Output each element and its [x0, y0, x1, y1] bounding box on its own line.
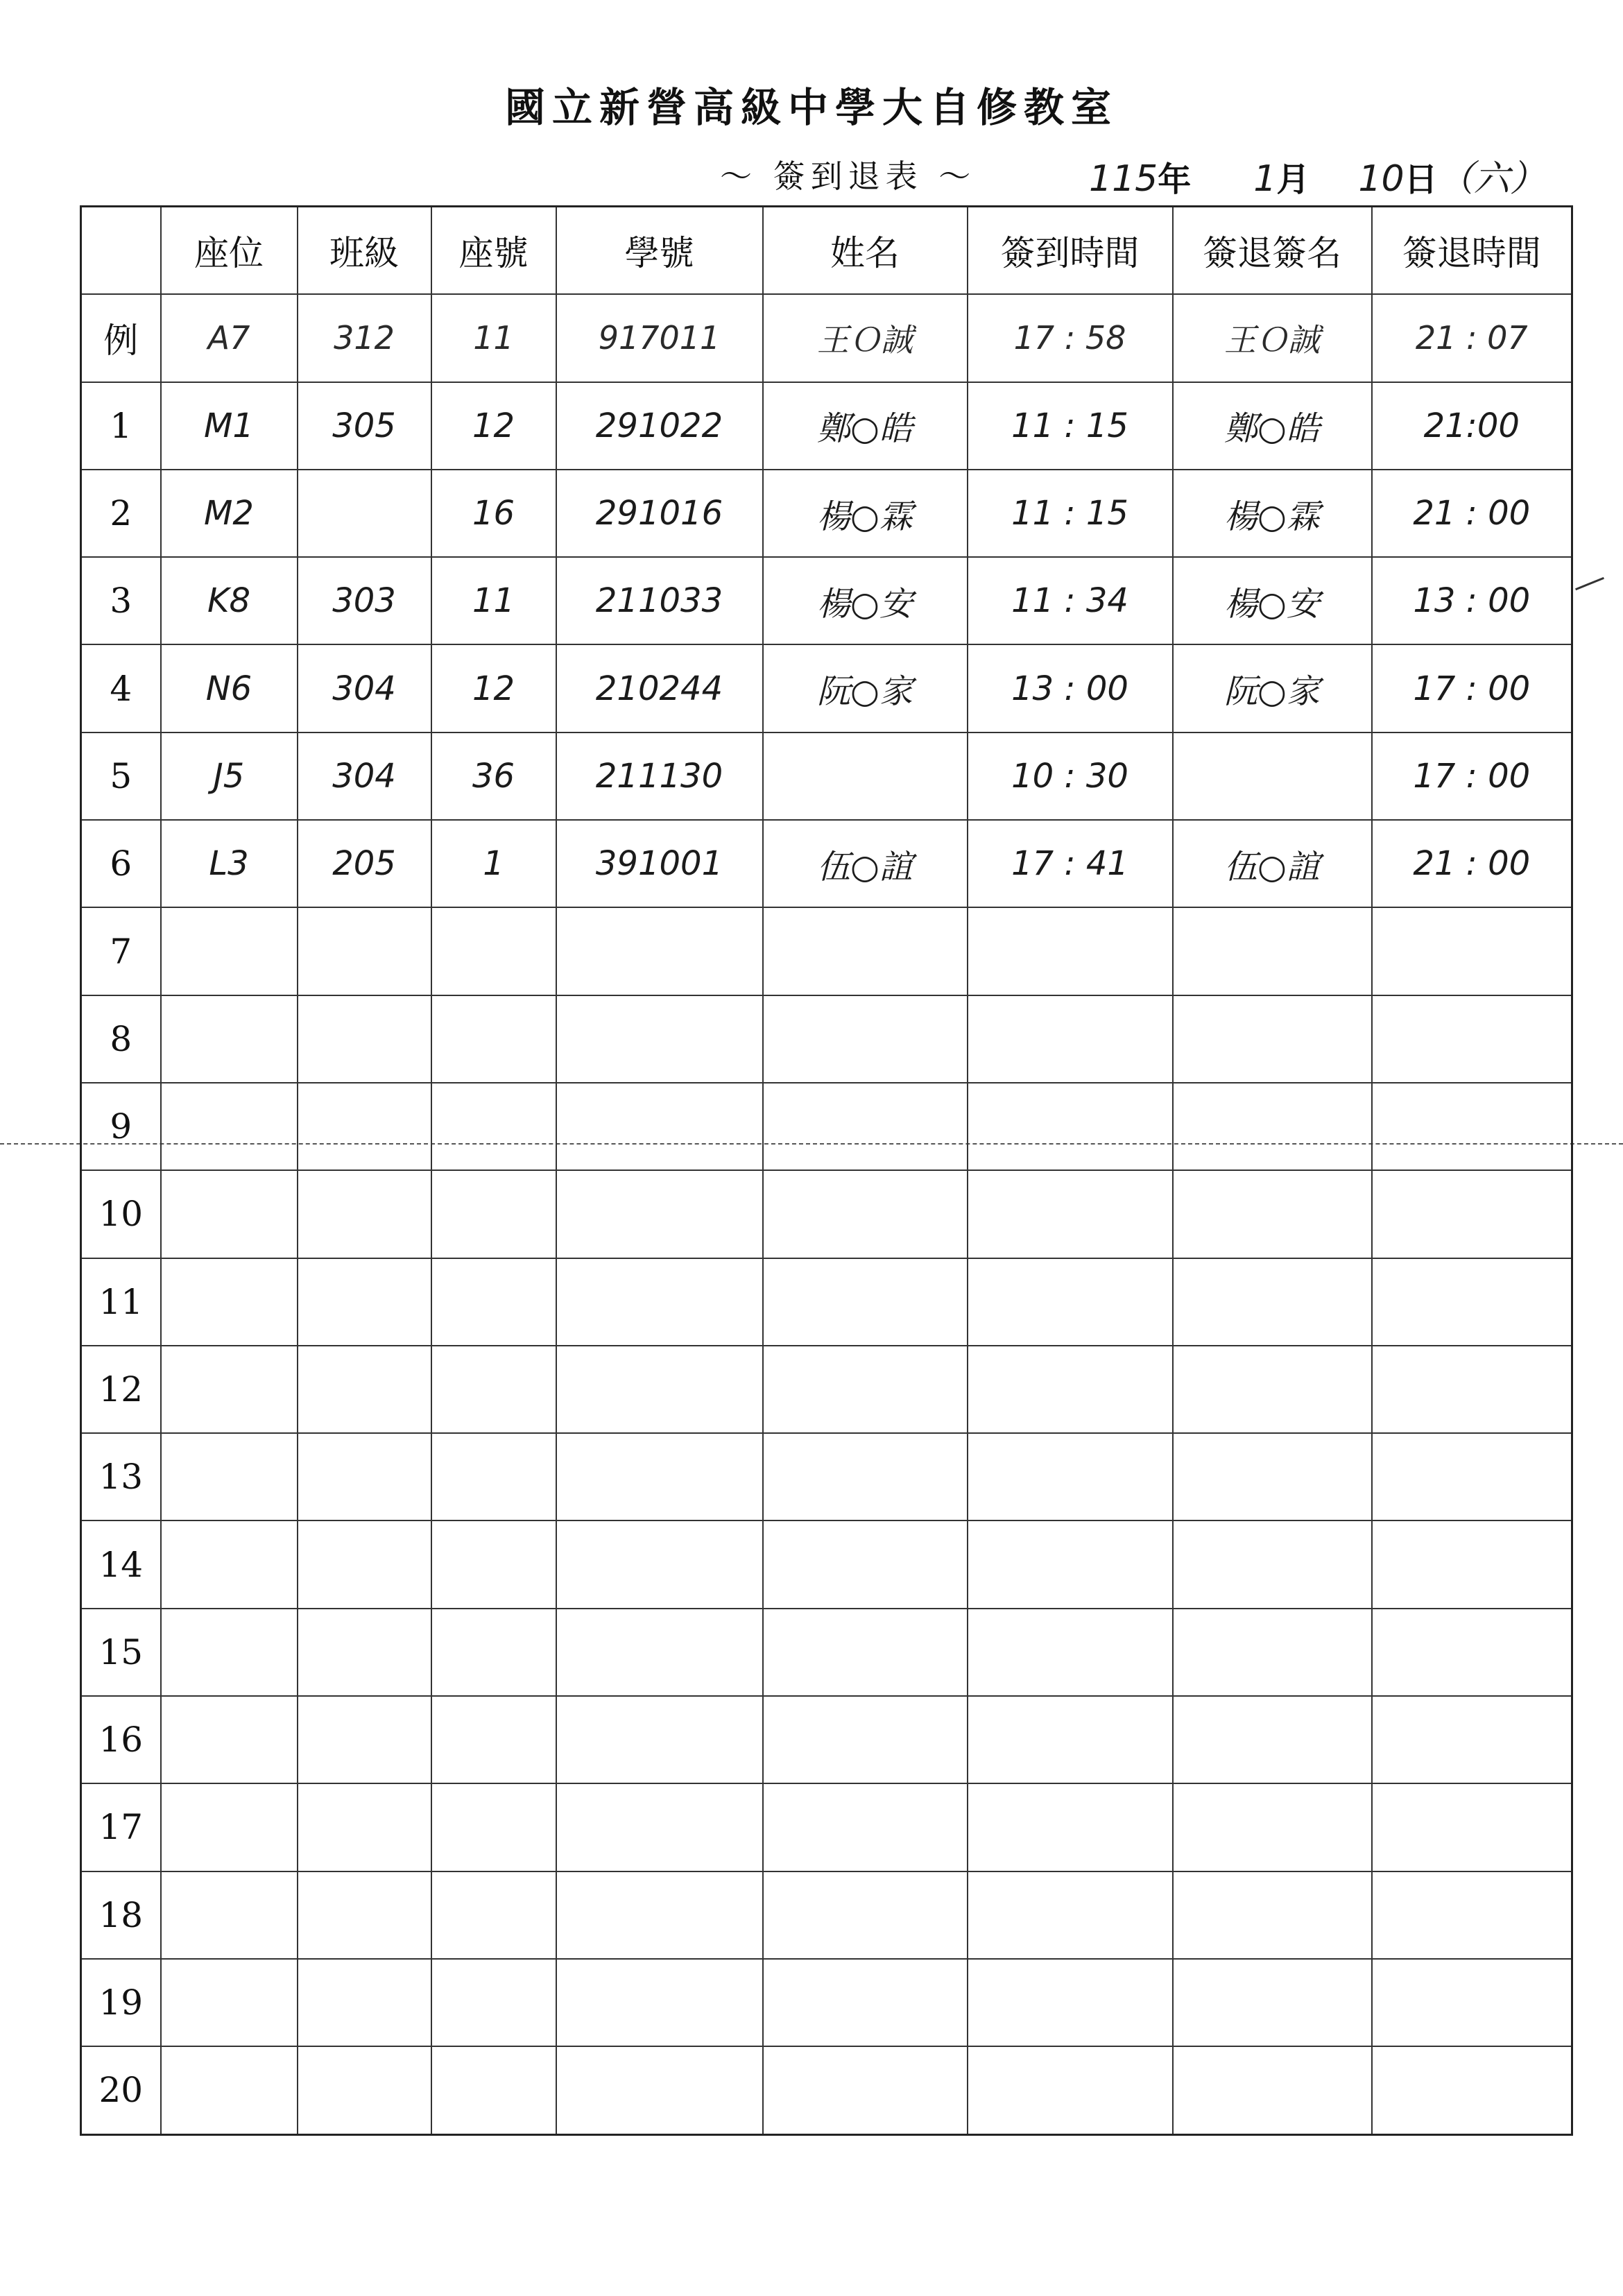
student-id-cell [556, 1258, 763, 1346]
class-cell [298, 1170, 431, 1258]
margin-tick [1575, 577, 1604, 590]
row-number: 11 [81, 1258, 161, 1346]
checkin-time-cell [968, 2046, 1173, 2134]
checkin-time-cell: 13 : 00 [968, 644, 1173, 732]
row-number: 8 [81, 995, 161, 1083]
row-number: 4 [81, 644, 161, 732]
seat-number-cell [431, 995, 556, 1083]
class-cell [298, 995, 431, 1083]
checkout-signature-cell [1173, 1258, 1372, 1346]
row-number: 10 [81, 1170, 161, 1258]
checkout-time-cell: 21 : 00 [1372, 820, 1572, 907]
checkout-time-cell [1372, 1520, 1572, 1608]
student-id-cell [556, 1346, 763, 1433]
name-cell: 鄭○皓 [763, 382, 968, 470]
row-number: 2 [81, 470, 161, 557]
name-cell [763, 1083, 968, 1170]
checkout-signature-cell [1173, 995, 1372, 1083]
checkout-signature-cell [1173, 1783, 1372, 1871]
checkin-time-cell [968, 1609, 1173, 1696]
row-number: 18 [81, 1871, 161, 1959]
checkout-time-cell [1372, 1258, 1572, 1346]
column-header: 座號 [431, 207, 556, 295]
class-cell [298, 1959, 431, 2046]
checkout-signature-cell: 伍○誼 [1173, 820, 1372, 907]
table-row [81, 1783, 1572, 1871]
checkin-time-cell: 17 : 41 [968, 820, 1173, 907]
checkin-time-cell [968, 995, 1173, 1083]
seat-number-cell: 12 [431, 382, 556, 470]
student-id-cell: 391001 [556, 820, 763, 907]
checkout-time-cell [1372, 1959, 1572, 2046]
checkin-time-cell: 11 : 15 [968, 470, 1173, 557]
table-row [81, 1170, 1572, 1258]
seat-cell: A7 [161, 294, 298, 382]
student-id-cell [556, 907, 763, 995]
seat-number-cell [431, 1783, 556, 1871]
checkin-time-cell [968, 1258, 1173, 1346]
row-number: 15 [81, 1609, 161, 1696]
student-id-cell [556, 1783, 763, 1871]
row-number: 16 [81, 1696, 161, 1783]
signin-table [80, 205, 1573, 2136]
checkin-time-cell [968, 1433, 1173, 1520]
name-cell: 楊○安 [763, 557, 968, 644]
table-row [81, 995, 1572, 1083]
table-header-row [81, 207, 1572, 295]
checkout-signature-cell [1173, 907, 1372, 995]
student-id-cell: 291022 [556, 382, 763, 470]
checkout-time-cell [1372, 1871, 1572, 1959]
student-id-cell [556, 1696, 763, 1783]
seat-number-cell: 36 [431, 733, 556, 820]
seat-number-cell: 16 [431, 470, 556, 557]
table-row [81, 557, 1572, 644]
seat-number-cell [431, 1959, 556, 2046]
name-cell [763, 1783, 968, 1871]
checkout-time-cell [1372, 907, 1572, 995]
checkout-signature-cell [1173, 1346, 1372, 1433]
name-cell [763, 1520, 968, 1608]
seat-number-cell [431, 2046, 556, 2134]
checkout-time-cell: 21 : 00 [1372, 470, 1572, 557]
checkout-time-cell [1372, 1609, 1572, 1696]
checkout-signature-cell [1173, 1433, 1372, 1520]
table-row [81, 820, 1572, 907]
table-row [81, 470, 1572, 557]
checkout-signature-cell: 王Ｏ誠 [1173, 294, 1372, 382]
seat-number-cell [431, 1433, 556, 1520]
checkin-time-cell: 10 : 30 [968, 733, 1173, 820]
seat-number-cell [431, 1696, 556, 1783]
seat-cell [161, 1433, 298, 1520]
column-header: 班級 [298, 207, 431, 295]
table-row [81, 2046, 1572, 2134]
row-number: 13 [81, 1433, 161, 1520]
seat-cell [161, 1083, 298, 1170]
table-row [81, 733, 1572, 820]
checkout-time-cell [1372, 1346, 1572, 1433]
seat-cell [161, 907, 298, 995]
checkout-time-cell: 13 : 00 [1372, 557, 1572, 644]
seat-number-cell: 12 [431, 644, 556, 732]
column-header: 座位 [161, 207, 298, 295]
name-cell [763, 733, 968, 820]
student-id-cell: 291016 [556, 470, 763, 557]
seat-number-cell [431, 1609, 556, 1696]
row-number: 17 [81, 1783, 161, 1871]
name-cell [763, 1346, 968, 1433]
student-id-cell [556, 1083, 763, 1170]
seat-cell [161, 1346, 298, 1433]
seat-number-cell: 1 [431, 820, 556, 907]
seat-number-cell: 11 [431, 294, 556, 382]
seat-cell [161, 1258, 298, 1346]
checkin-time-cell [968, 907, 1173, 995]
date-weekday: （六） [1437, 158, 1546, 200]
class-cell [298, 907, 431, 995]
seat-cell [161, 1170, 298, 1258]
name-cell [763, 1609, 968, 1696]
row-number: 9 [81, 1083, 161, 1170]
checkout-signature-cell [1173, 1609, 1372, 1696]
class-cell [298, 1520, 431, 1608]
class-cell [298, 1258, 431, 1346]
seat-cell: M2 [161, 470, 298, 557]
name-cell [763, 1170, 968, 1258]
row-number: 3 [81, 557, 161, 644]
year-label: 年 [1158, 160, 1192, 199]
table-row [81, 1083, 1572, 1170]
date-year: 115 [1089, 158, 1158, 200]
column-header [81, 207, 161, 295]
checkin-time-cell: 17 : 58 [968, 294, 1173, 382]
table-row [81, 1959, 1572, 2046]
seat-cell [161, 1609, 298, 1696]
checkin-time-cell [968, 1959, 1173, 2046]
table-body [81, 294, 1572, 2134]
row-number: 7 [81, 907, 161, 995]
date-day: 10 [1358, 158, 1405, 200]
table-row [81, 1871, 1572, 1959]
seat-number-cell [431, 1520, 556, 1608]
row-number: 例 [81, 294, 161, 382]
student-id-cell [556, 1609, 763, 1696]
name-cell [763, 907, 968, 995]
table-row [81, 907, 1572, 995]
column-header: 姓名 [763, 207, 968, 295]
seat-number-cell [431, 1170, 556, 1258]
checkout-signature-cell [1173, 2046, 1372, 2134]
checkout-time-cell [1372, 1696, 1572, 1783]
seat-number-cell [431, 1083, 556, 1170]
name-cell [763, 2046, 968, 2134]
class-cell: 305 [298, 382, 431, 470]
checkout-time-cell [1372, 995, 1572, 1083]
class-cell [298, 1696, 431, 1783]
checkin-time-cell [968, 1871, 1173, 1959]
page-title: 國立新營高級中學大自修教室 [504, 84, 1118, 131]
student-id-cell: 211130 [556, 733, 763, 820]
class-cell [298, 1433, 431, 1520]
seat-cell [161, 1783, 298, 1871]
seat-cell [161, 2046, 298, 2134]
column-header: 簽到時間 [968, 207, 1173, 295]
checkin-time-cell [968, 1783, 1173, 1871]
row-number: 6 [81, 820, 161, 907]
checkout-signature-cell: 楊○安 [1173, 557, 1372, 644]
checkin-time-cell: 11 : 15 [968, 382, 1173, 470]
checkout-time-cell: 21 : 07 [1372, 294, 1572, 382]
row-number: 1 [81, 382, 161, 470]
checkin-time-cell: 11 : 34 [968, 557, 1173, 644]
day-label: 日 [1404, 160, 1438, 199]
table-row [81, 1258, 1572, 1346]
seat-cell [161, 1520, 298, 1608]
name-cell: 伍○誼 [763, 820, 968, 907]
seat-number-cell [431, 1346, 556, 1433]
student-id-cell [556, 1433, 763, 1520]
class-cell: 312 [298, 294, 431, 382]
checkout-signature-cell [1173, 1083, 1372, 1170]
student-id-cell: 211033 [556, 557, 763, 644]
seat-cell: M1 [161, 382, 298, 470]
class-cell: 304 [298, 644, 431, 732]
class-cell [298, 1083, 431, 1170]
checkin-time-cell [968, 1520, 1173, 1608]
name-cell: 楊○霖 [763, 470, 968, 557]
column-header: 簽退簽名 [1173, 207, 1372, 295]
checkout-signature-cell [1173, 1959, 1372, 2046]
checkout-time-cell [1372, 1083, 1572, 1170]
checkin-time-cell [968, 1696, 1173, 1783]
student-id-cell: 210244 [556, 644, 763, 732]
name-cell [763, 995, 968, 1083]
column-header: 簽退時間 [1372, 207, 1572, 295]
class-cell: 205 [298, 820, 431, 907]
student-id-cell [556, 1959, 763, 2046]
row-number: 19 [81, 1959, 161, 2046]
checkout-time-cell [1372, 2046, 1572, 2134]
seat-cell: L3 [161, 820, 298, 907]
name-cell: 王Ｏ誠 [763, 294, 968, 382]
row-number: 12 [81, 1346, 161, 1433]
seat-cell: N6 [161, 644, 298, 732]
class-cell [298, 1783, 431, 1871]
row-number: 14 [81, 1520, 161, 1608]
checkout-time-cell: 17 : 00 [1372, 644, 1572, 732]
table-row [81, 382, 1572, 470]
month-label: 月 [1276, 160, 1310, 199]
class-cell [298, 1871, 431, 1959]
class-cell [298, 1609, 431, 1696]
page-subtitle: ～ 簽到退表 ～ [720, 157, 977, 195]
checkout-signature-cell [1173, 1696, 1372, 1783]
table-row [81, 1696, 1572, 1783]
column-header: 學號 [556, 207, 763, 295]
seat-number-cell [431, 1871, 556, 1959]
seat-number-cell [431, 1258, 556, 1346]
date-line [1089, 149, 1574, 201]
name-cell [763, 1871, 968, 1959]
checkout-signature-cell: 阮○家 [1173, 644, 1372, 732]
checkin-time-cell [968, 1346, 1173, 1433]
checkout-signature-cell [1173, 733, 1372, 820]
student-id-cell [556, 995, 763, 1083]
class-cell [298, 2046, 431, 2134]
checkout-signature-cell [1173, 1520, 1372, 1608]
checkout-signature-cell [1173, 1871, 1372, 1959]
row-number: 20 [81, 2046, 161, 2134]
checkout-time-cell [1372, 1170, 1572, 1258]
name-cell [763, 1433, 968, 1520]
name-cell: 阮○家 [763, 644, 968, 732]
table-row [81, 294, 1572, 382]
class-cell [298, 470, 431, 557]
table-row [81, 644, 1572, 732]
seat-cell [161, 1959, 298, 2046]
class-cell: 304 [298, 733, 431, 820]
name-cell [763, 1959, 968, 2046]
table-row [81, 1609, 1572, 1696]
student-id-cell [556, 1520, 763, 1608]
class-cell: 303 [298, 557, 431, 644]
student-id-cell [556, 1871, 763, 1959]
table-row [81, 1433, 1572, 1520]
name-cell [763, 1258, 968, 1346]
row-number: 5 [81, 733, 161, 820]
class-cell [298, 1346, 431, 1433]
table-row [81, 1520, 1572, 1608]
student-id-cell [556, 2046, 763, 2134]
checkout-signature-cell: 鄭○皓 [1173, 382, 1372, 470]
checkout-signature-cell: 楊○霖 [1173, 470, 1372, 557]
seat-cell [161, 1871, 298, 1959]
checkin-time-cell [968, 1170, 1173, 1258]
seat-cell: K8 [161, 557, 298, 644]
checkout-time-cell [1372, 1433, 1572, 1520]
checkout-signature-cell [1173, 1170, 1372, 1258]
checkin-time-cell [968, 1083, 1173, 1170]
seat-cell: J5 [161, 733, 298, 820]
student-id-cell [556, 1170, 763, 1258]
seat-cell [161, 995, 298, 1083]
date-month: 1 [1253, 158, 1277, 200]
checkout-time-cell: 17 : 00 [1372, 733, 1572, 820]
checkout-time-cell [1372, 1783, 1572, 1871]
student-id-cell: 917011 [556, 294, 763, 382]
seat-cell [161, 1696, 298, 1783]
name-cell [763, 1696, 968, 1783]
seat-number-cell [431, 907, 556, 995]
table-row [81, 1346, 1572, 1433]
seat-number-cell: 11 [431, 557, 556, 644]
checkout-time-cell: 21:00 [1372, 382, 1572, 470]
